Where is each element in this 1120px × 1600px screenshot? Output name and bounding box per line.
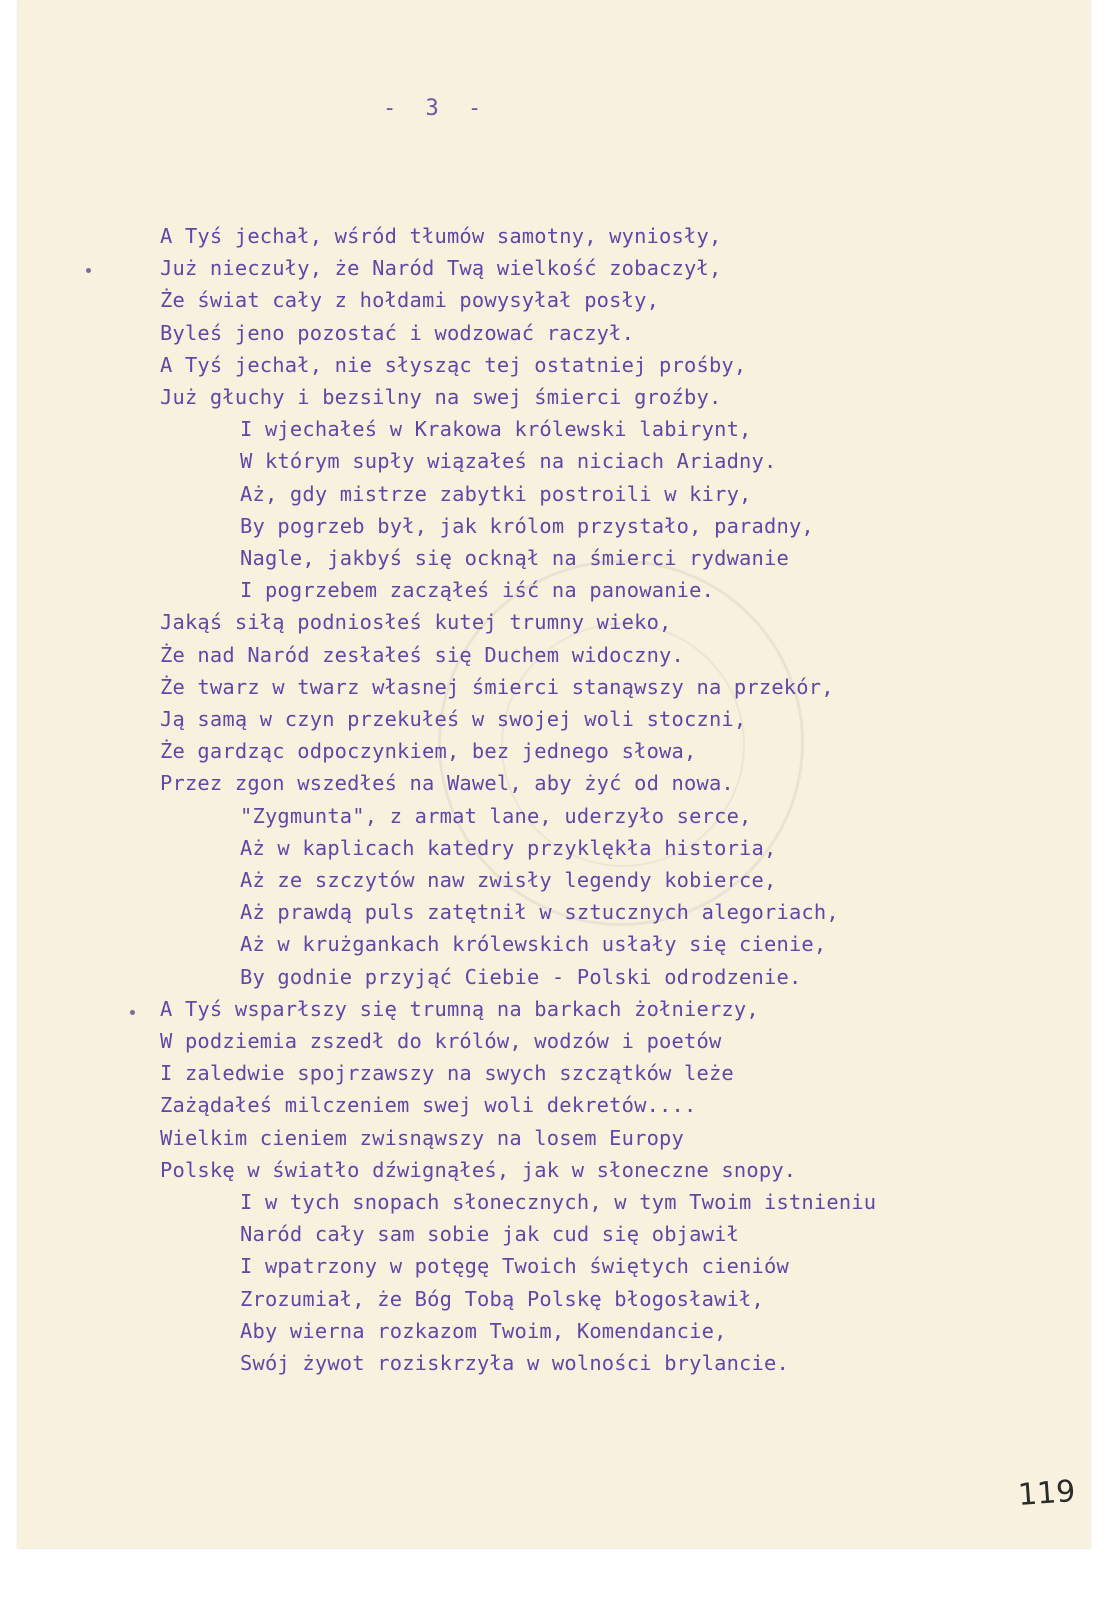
poem-line: Aż w kaplicach katedry przyklękła historia, xyxy=(240,835,777,860)
poem-line: Że gardząc odpoczynkiem, bez jednego słowa, xyxy=(160,739,697,764)
poem-line: "Zygmunta", z armat lane, uderzyło serce, xyxy=(240,803,752,828)
poem-line: I zaledwie spojrzawszy na swych szczątków leże xyxy=(160,1061,734,1086)
poem-line: By godnie przyjąć Ciebie - Polski odrodzenie. xyxy=(240,964,802,989)
document-page xyxy=(18,0,1090,1548)
poem-line: Nagle, jakbyś się ocknął na śmierci rydwanie xyxy=(240,546,789,570)
poem-line: I wjechałeś w Krakowa królewski labirynt, xyxy=(240,417,752,442)
poem-line: I wpatrzony w potęgę Twoich świętych cieniów xyxy=(240,1254,789,1279)
poem-line: I pogrzebem zacząłeś iść na panowanie. xyxy=(240,578,715,603)
poem-line: Że twarz w twarz własnej śmierci stanąwszy na przekór, xyxy=(160,674,834,699)
poem-line: Naród cały sam sobie jak cud się objawił xyxy=(240,1222,740,1247)
poem-line: Polskę w światło dźwignąłeś, jak w słoneczne snopy. xyxy=(160,1157,797,1182)
poem-line: Aż ze szczytów naw zwisły legendy kobierce, xyxy=(240,868,777,892)
poem-line: W którym supły wiązałeś na niciach Ariadny. xyxy=(240,449,777,474)
poem-line: Zrozumiał, że Bóg Tobą Polskę błogosławił, xyxy=(240,1286,765,1311)
poem-line: Przez zgon wszedłeś na Wawel, aby żyć od nowa. xyxy=(160,771,734,796)
poem-line: Aż prawdą puls zatętnił w sztucznych alegoriach, xyxy=(240,900,839,925)
poem-line: Aż w krużgankach królewskich usłały się cienie, xyxy=(240,932,827,957)
poem-line: Aż, gdy mistrze zabytki postroili w kiry, xyxy=(240,481,752,506)
poem-line: Że świat cały z hołdami powysyłał posły, xyxy=(160,288,660,313)
poem-line: By pogrzeb był, jak królom przystało, paradny, xyxy=(240,513,814,538)
poem-line: Że nad Naród zesłałeś się Duchem widoczny. xyxy=(160,642,685,667)
poem-line: Jakąś siłą podniosłeś kutej trumny wieko, xyxy=(160,610,672,635)
poem-line: Już nieczuły, że Naród Twą wielkość zobaczył, xyxy=(160,256,722,281)
poem-line: Byleś jeno pozostać i wodzować raczył. xyxy=(160,320,635,345)
poem-line: Już głuchy i bezsilny na swej śmierci groźby. xyxy=(160,385,722,409)
poem-line: Swój żywot roziskrzyła w wolności brylancie. xyxy=(240,1351,789,1375)
page-number: - 3 - xyxy=(383,96,490,121)
poem-line: Aby wierna rozkazom Twoim, Komendancie, xyxy=(240,1318,727,1343)
ink-speck xyxy=(130,1010,135,1015)
poem-line: Ją samą w czyn przekułeś w swojej woli stoczni, xyxy=(160,707,747,731)
poem-line: W podziemia zszedł do królów, wodzów i poetów xyxy=(160,1029,722,1053)
poem-line: A Tyś jechał, nie słysząc tej ostatniej prośby, xyxy=(160,352,747,377)
poem-line: A Tyś wsparłszy się trumną na barkach żołnierzy, xyxy=(160,996,759,1021)
poem-line: I w tych snopach słonecznych, w tym Twoim istnieniu xyxy=(240,1190,877,1214)
ink-speck xyxy=(86,268,91,273)
handwritten-archive-number: 119 xyxy=(1016,1474,1077,1513)
poem-line: Wielkim cieniem zwisnąwszy na losem Europy xyxy=(160,1125,685,1150)
poem-line: A Tyś jechał, wśród tłumów samotny, wyniosły, xyxy=(160,224,722,248)
poem-line: Zażądałeś milczeniem swej woli dekretów.... xyxy=(160,1093,697,1118)
